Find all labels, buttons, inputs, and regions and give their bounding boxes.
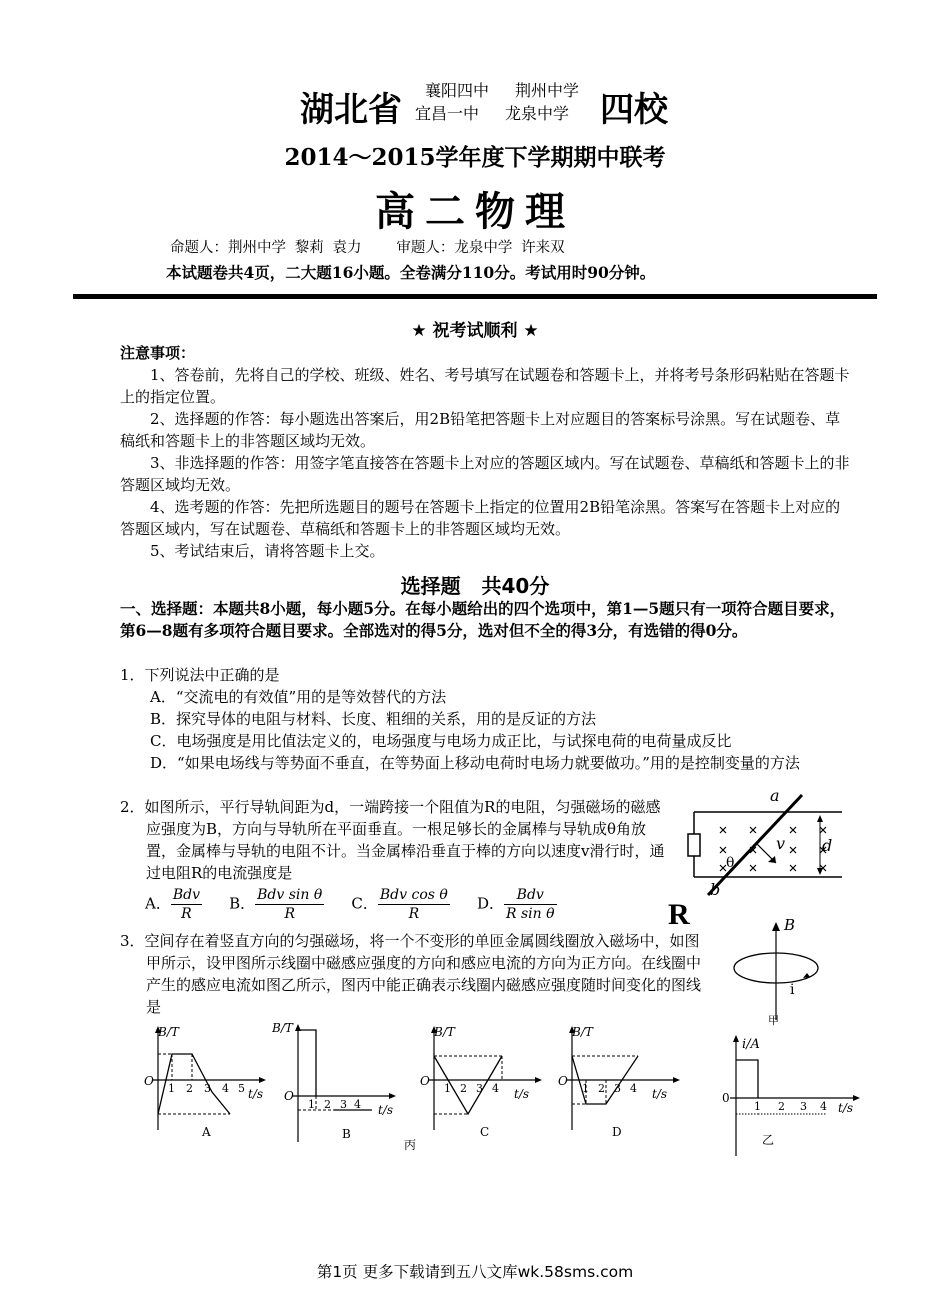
svg-text:t/s: t/s bbox=[652, 1087, 668, 1101]
svg-text:t/s: t/s bbox=[514, 1087, 530, 1101]
svg-text:2: 2 bbox=[324, 1098, 331, 1111]
label-a: a bbox=[770, 786, 780, 805]
svg-text:B/T: B/T bbox=[272, 1021, 293, 1035]
svg-text:3: 3 bbox=[614, 1082, 621, 1095]
svg-text:B: B bbox=[342, 1127, 351, 1141]
subject-title: 高二物理 bbox=[375, 189, 575, 235]
svg-text:2: 2 bbox=[598, 1082, 605, 1095]
exam-info: 本试题卷共4页，二大题16小题。全卷满分110分。考试用时90分钟。 bbox=[166, 263, 656, 282]
wish-line: ★ 祝考试顺利 ★ bbox=[411, 321, 539, 341]
svg-text:2: 2 bbox=[778, 1100, 785, 1113]
svg-text:t/s: t/s bbox=[248, 1087, 264, 1101]
q1-stem: 1．下列说法中正确的是 bbox=[120, 666, 280, 684]
svg-text:1: 1 bbox=[308, 1098, 315, 1111]
header-school-2: 荆州中学 bbox=[515, 81, 580, 100]
label-b: b bbox=[710, 880, 721, 899]
notes-heading: 注意事项： bbox=[120, 344, 196, 362]
q1-option-c: C．电场强度是用比值法定义的，电场强度与电场力成正比，与试探电荷的电荷量成反比 bbox=[150, 732, 732, 750]
svg-text:4: 4 bbox=[820, 1100, 827, 1113]
q1-option-b: B．探究导体的电阻与材料、长度、粗细的关系，用的是反证的方法 bbox=[150, 710, 597, 728]
q2-option-b: B． $\frac{\text{Bdv sin θ}}{R}$ bbox=[229, 887, 323, 922]
header-province: 湖北省 bbox=[300, 90, 402, 130]
q2-option-c: C． $\frac{\text{Bdv cos θ}}{R}$ bbox=[351, 887, 448, 922]
graph-a bbox=[142, 1022, 272, 1142]
svg-text:O: O bbox=[558, 1074, 568, 1088]
svg-text:0: 0 bbox=[722, 1091, 730, 1105]
graph-yi bbox=[716, 1030, 866, 1160]
graph-group-caption: 丙 bbox=[403, 1138, 416, 1152]
svg-text:O: O bbox=[284, 1089, 294, 1103]
resistor-label: R bbox=[668, 898, 690, 931]
header-school-4: 龙泉中学 bbox=[505, 104, 570, 123]
page-footer: 第1页 更多下载请到五八文库wk.58sms.com bbox=[316, 1263, 634, 1281]
svg-text:i: i bbox=[790, 982, 795, 998]
metal-rod bbox=[708, 795, 802, 895]
svg-text:O: O bbox=[144, 1074, 154, 1088]
svg-text:B/T: B/T bbox=[158, 1025, 179, 1039]
q2-stem: 2．如图所示，平行导轨间距为d，一端跨接一个阻值为R的电阻，匀强磁场的磁感应强度为B，方向与导轨所在平面垂直。一根足够长的金属棒与导轨成θ角放置，金属棒与导轨的电阻不计。当金属棒沿垂直于棒的方向以速度v滑行时，通过电阻R的电流强度是 bbox=[120, 798, 665, 882]
header-school-1: 襄阳四中 bbox=[425, 81, 490, 100]
svg-text:B/T: B/T bbox=[572, 1025, 593, 1039]
header-four-schools: 四校 bbox=[600, 90, 668, 130]
svg-text:乙: 乙 bbox=[762, 1133, 775, 1147]
svg-text:1: 1 bbox=[444, 1082, 451, 1095]
svg-text:A: A bbox=[202, 1125, 211, 1139]
svg-text:3: 3 bbox=[204, 1082, 211, 1095]
svg-text:D: D bbox=[612, 1125, 622, 1139]
note-item: 4、选考题的作答：先把所选题目的题号在答题卡上指定的位置用2B铅笔涂黑。答案写在答题卡上对应的答题区域内，写在试题卷、草稿纸和答题卡上的非答题区域均无效。 bbox=[120, 498, 841, 538]
svg-text:t/s: t/s bbox=[838, 1101, 854, 1115]
resistor-icon bbox=[688, 834, 700, 856]
q2-rail-figure bbox=[672, 785, 852, 905]
svg-text:4: 4 bbox=[630, 1082, 637, 1095]
q3-stem: 3．空间存在着竖直方向的匀强磁场，将一个不变形的单匝金属圆线圈放入磁场中，如图甲所示，设甲图所示线圈中磁感应强度的方向和感应电流的方向为正方向。在线圈中产生的感应电流如图乙所示，图丙中能正确表示线圈内磁感应强度随时间变化的图线是 bbox=[120, 932, 702, 1016]
section-instructions: 一、选择题：本题共8小题，每小题5分。在每小题给出的四个选项中，第1—5题只有一项符合题目要求，第6—8题有多项符合题目要求。全部选对的得5分，选对但不全的得3分，有选错的得0分。 bbox=[120, 599, 846, 640]
svg-text:甲: 甲 bbox=[768, 1014, 779, 1027]
notes bbox=[120, 342, 852, 562]
authors: 命题人：荆州中学 黎莉 袁力 审题人：龙泉中学 许来双 bbox=[170, 240, 565, 256]
svg-text:B: B bbox=[784, 916, 796, 934]
exam-title: 2014～2015学年度下学期期中联考 bbox=[284, 144, 666, 171]
question-3 bbox=[120, 930, 710, 1018]
header-rule bbox=[73, 294, 877, 299]
svg-text:2: 2 bbox=[186, 1082, 193, 1095]
q3-coil-figure bbox=[718, 912, 838, 1032]
svg-text:4: 4 bbox=[354, 1098, 361, 1111]
svg-text:5: 5 bbox=[238, 1082, 245, 1095]
q1-option-a: A．“交流电的有效值”用的是等效替代的方法 bbox=[150, 688, 447, 706]
q1-option-d: D．“如果电场线与等势面不垂直，在等势面上移动电荷时电场力就要做功。”用的是控制变量的方法 bbox=[150, 754, 800, 772]
label-theta: θ bbox=[726, 855, 735, 871]
note-item: 2、选择题的作答：每小题选出答案后，用2B铅笔把答题卡上对应题目的答案标号涂黑。写在试题卷、草稿纸和答题卡上的非答题区域均无效。 bbox=[120, 410, 841, 450]
q2-option-d: D． $\frac{\text{Bdv}}{\text{R sin θ}}$ bbox=[476, 887, 555, 922]
label-d: d bbox=[822, 836, 833, 855]
svg-text:2: 2 bbox=[460, 1082, 467, 1095]
question-1 bbox=[120, 664, 852, 774]
svg-text:1: 1 bbox=[168, 1082, 175, 1095]
q2-option-a: A． $\frac{\text{Bdv}}{R}$ bbox=[145, 887, 201, 922]
svg-text:O: O bbox=[420, 1074, 430, 1088]
header-school-3: 宜昌一中 bbox=[415, 104, 480, 123]
graph-b bbox=[272, 1018, 402, 1146]
section-title: 选择题 共40分 bbox=[400, 574, 550, 598]
svg-text:i/A: i/A bbox=[742, 1037, 760, 1052]
svg-text:C: C bbox=[480, 1125, 490, 1139]
svg-text:1: 1 bbox=[582, 1082, 589, 1095]
graph-c bbox=[418, 1022, 548, 1142]
note-item: 1、答卷前，先将自己的学校、班级、姓名、考号填写在试题卷和答题卡上，并将考号条形码粘贴在答题卡上的指定位置。 bbox=[120, 366, 850, 406]
svg-text:3: 3 bbox=[340, 1098, 347, 1111]
svg-text:1: 1 bbox=[754, 1100, 761, 1113]
svg-text:4: 4 bbox=[222, 1082, 229, 1095]
svg-text:3: 3 bbox=[476, 1082, 483, 1095]
svg-text:t/s: t/s bbox=[378, 1103, 394, 1117]
svg-text:B/T: B/T bbox=[434, 1025, 455, 1039]
note-item: 5、考试结束后，请将答题卡上交。 bbox=[150, 542, 385, 560]
question-2 bbox=[120, 796, 665, 884]
q2-options bbox=[145, 886, 665, 923]
label-v: v bbox=[776, 834, 786, 853]
graph-d bbox=[556, 1022, 686, 1142]
svg-text:3: 3 bbox=[800, 1100, 807, 1113]
note-item: 3、非选择题的作答：用签字笔直接答在答题卡上对应的答题区域内。写在试题卷、草稿纸和答题卡上的非答题区域均无效。 bbox=[120, 454, 850, 494]
svg-text:4: 4 bbox=[492, 1082, 499, 1095]
